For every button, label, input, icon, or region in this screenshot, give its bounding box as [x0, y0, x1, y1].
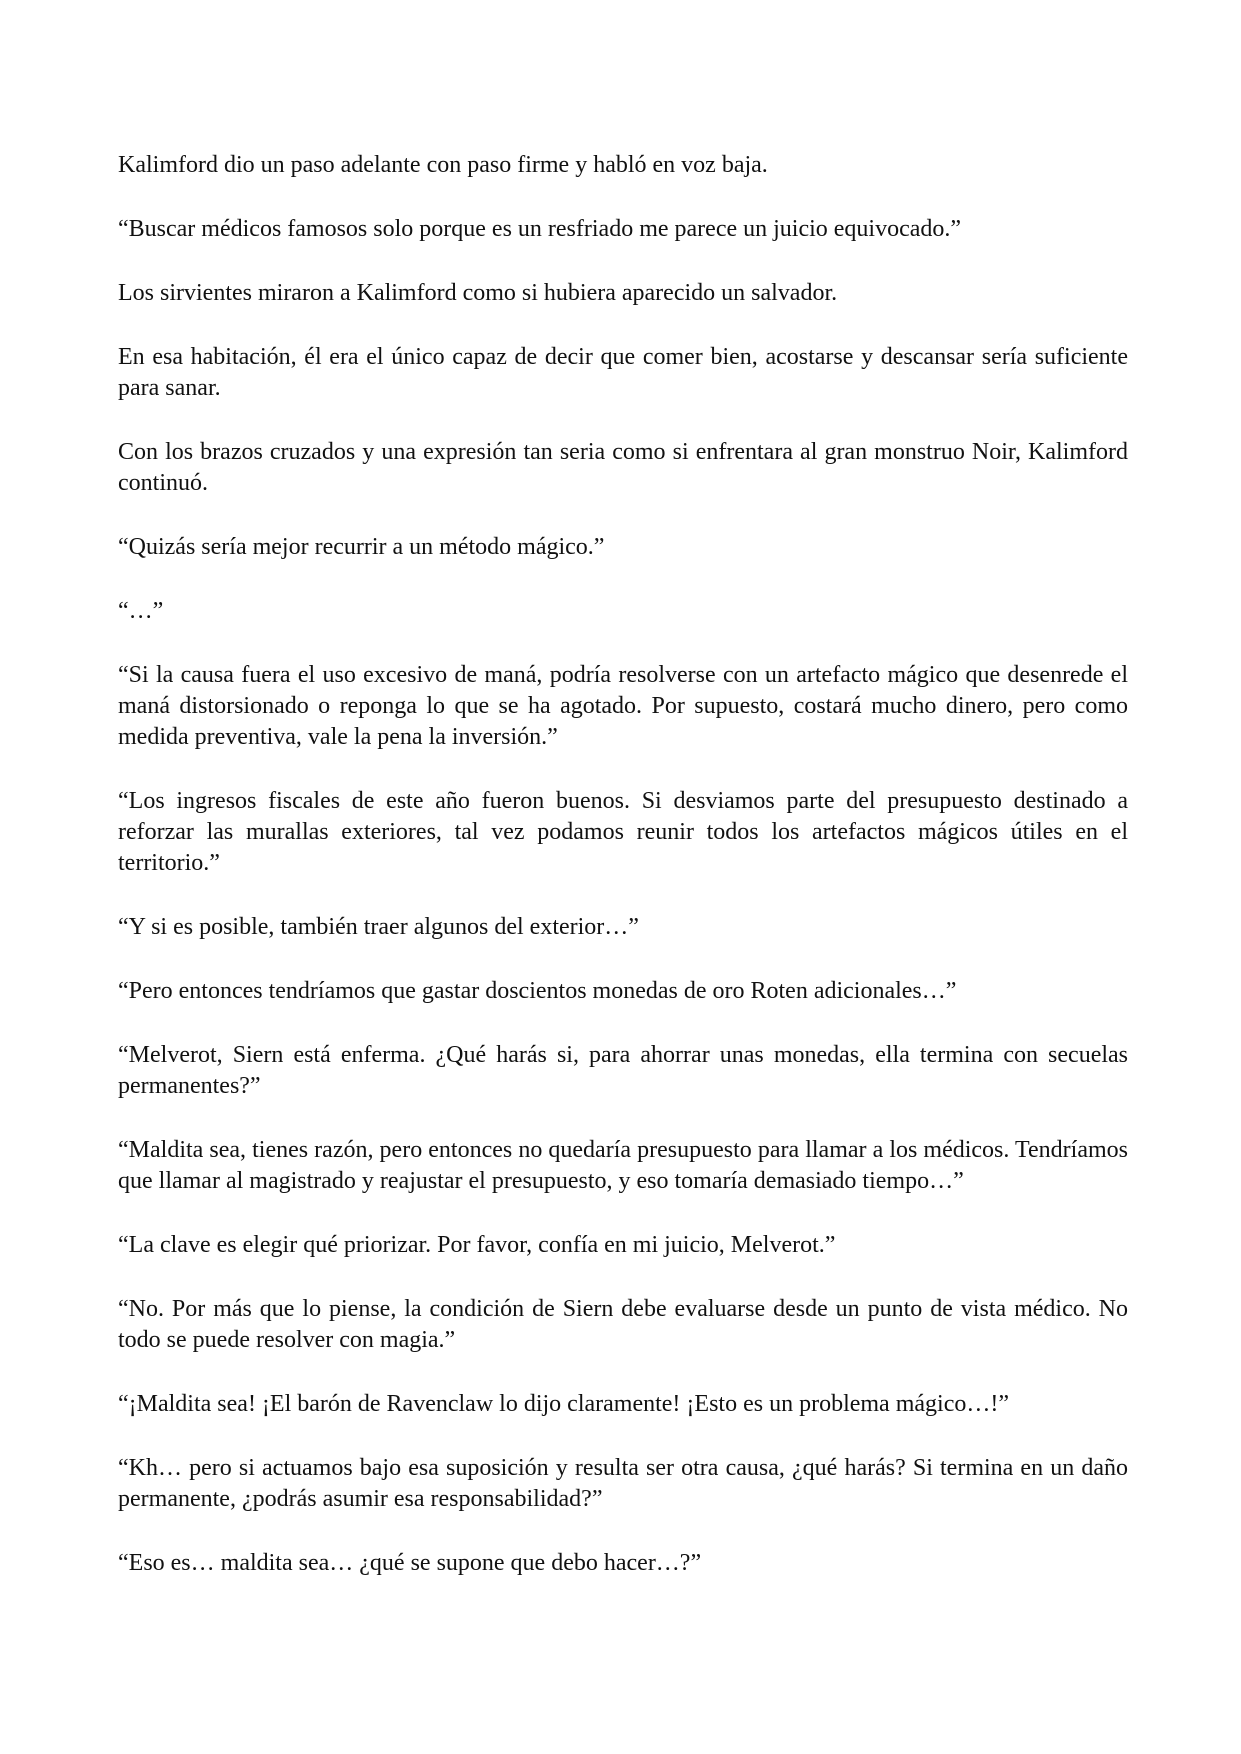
- paragraph: “La clave es elegir qué priorizar. Por favor, confía en mi juicio, Melverot.”: [118, 1232, 836, 1258]
- paragraph: “Y si es posible, también traer algunos del exterior…”: [118, 914, 639, 940]
- paragraph: Los sirvientes miraron a Kalimford como si hubiera aparecido un salvador.: [118, 280, 838, 306]
- paragraph: “Buscar médicos famosos solo porque es un resfriado me parece un juicio equivocado.”: [118, 216, 962, 242]
- paragraph: “…”: [118, 598, 164, 624]
- paragraph: Kalimford dio un paso adelante con paso firme y habló en voz baja.: [118, 152, 768, 178]
- paragraph: “Eso es… maldita sea… ¿qué se supone que debo hacer…?”: [118, 1550, 702, 1576]
- paragraph: “Melverot, Siern está enferma. ¿Qué harás si, para ahorrar unas monedas, ella termina con secuelas permanentes?”: [118, 1042, 1128, 1099]
- paragraph: “Si la causa fuera el uso excesivo de maná, podría resolverse con un artefacto mágico que desenrede el maná distorsionado o reponga lo que se ha agotado. Por supuesto, costará mucho dinero, pero como medida preventiva, vale la pena la inversión.”: [118, 662, 1128, 750]
- paragraph: En esa habitación, él era el único capaz de decir que comer bien, acostarse y descansar sería suficiente para sanar.: [118, 344, 1128, 401]
- paragraph: “¡Maldita sea! ¡El barón de Ravenclaw lo dijo claramente! ¡Esto es un problema mágico…!”: [118, 1391, 1009, 1417]
- paragraph: “Quizás sería mejor recurrir a un método mágico.”: [118, 534, 605, 560]
- text-body: [118, 150, 1128, 1612]
- paragraph: “Maldita sea, tienes razón, pero entonces no quedaría presupuesto para llamar a los médicos. Tendríamos que llamar al magistrado y reajustar el presupuesto, y eso tomaría demasiado tiempo…”: [118, 1137, 1128, 1194]
- paragraph: “Pero entonces tendríamos que gastar doscientos monedas de oro Roten adicionales…”: [118, 978, 957, 1004]
- paragraph: “Los ingresos fiscales de este año fueron buenos. Si desviamos parte del presupuesto destinado a reforzar las murallas exteriores, tal vez podamos reunir todos los artefactos mágicos útiles en el territorio.”: [118, 788, 1128, 876]
- paragraph: “Kh… pero si actuamos bajo esa suposición y resulta ser otra causa, ¿qué harás? Si termina en un daño permanente, ¿podrás asumir esa responsabilidad?”: [118, 1455, 1128, 1512]
- paragraph: Con los brazos cruzados y una expresión tan seria como si enfrentara al gran monstruo Noir, Kalimford continuó.: [118, 439, 1128, 496]
- paragraph: “No. Por más que lo piense, la condición de Siern debe evaluarse desde un punto de vista médico. No todo se puede resolver con magia.”: [118, 1296, 1128, 1353]
